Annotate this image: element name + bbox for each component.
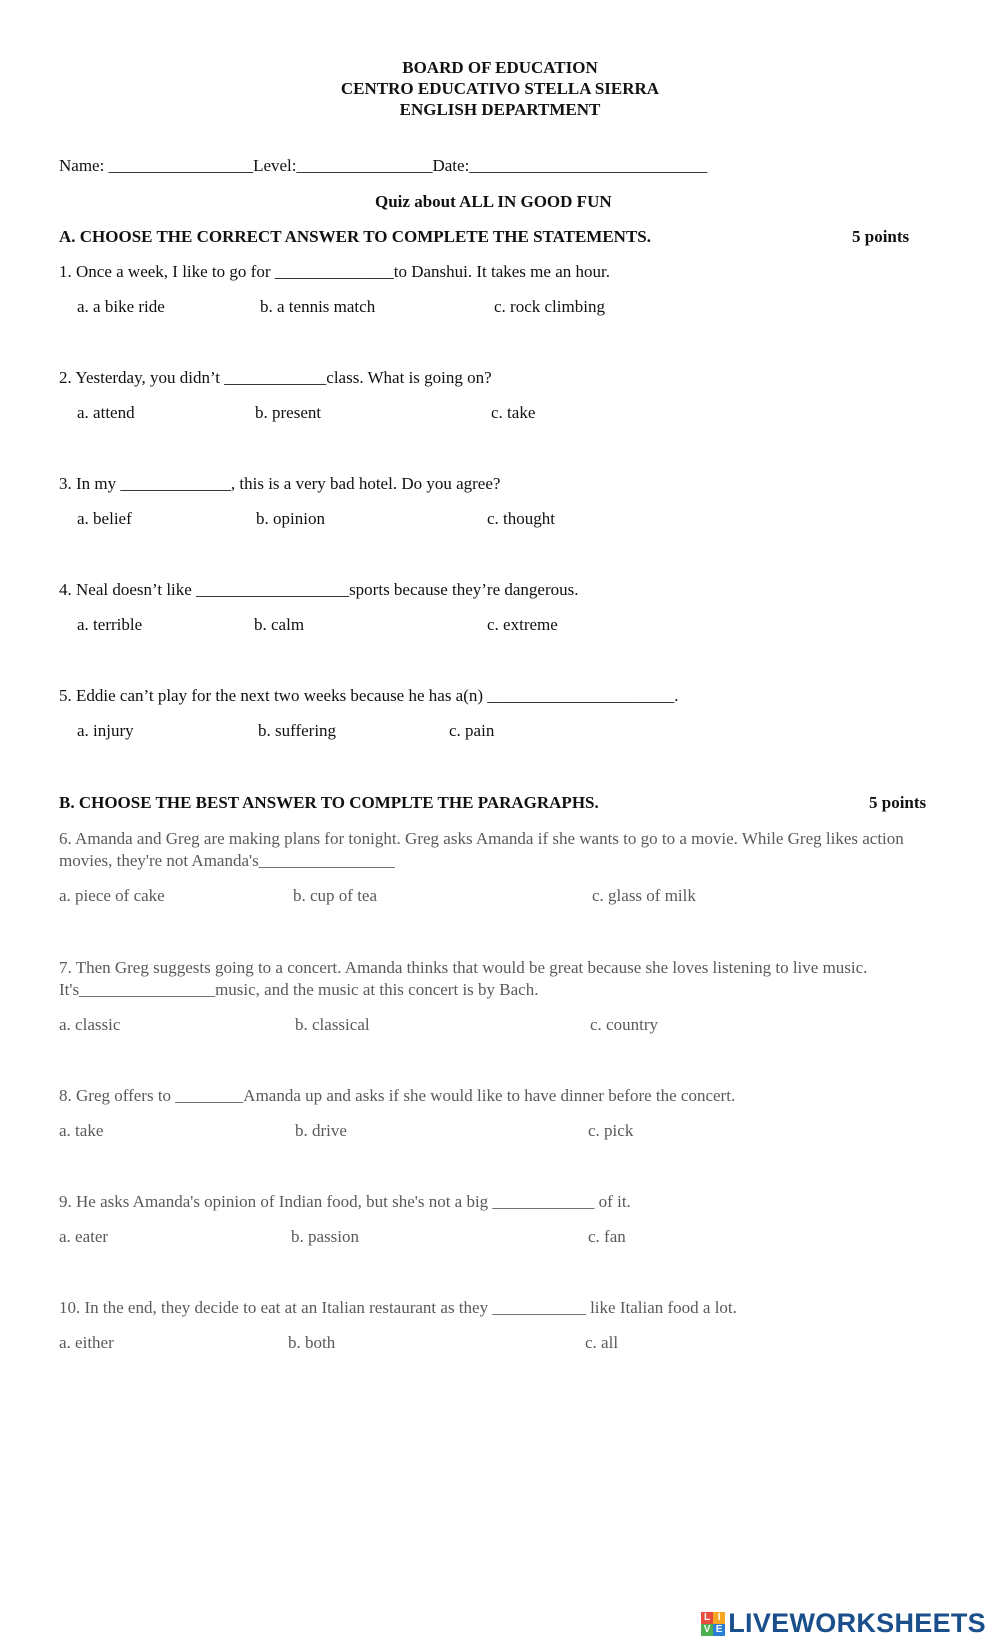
option-9c[interactable]: c. fan [588, 1227, 626, 1246]
option-3b[interactable]: b. opinion [256, 509, 325, 528]
header-school: CENTRO EDUCATIVO STELLA SIERRA [340, 79, 660, 98]
section-a-points: 5 points [852, 227, 910, 246]
option-5b[interactable]: b. suffering [258, 721, 337, 740]
question-6: 6. Amanda and Greg are making plans for tonight. Greg asks Amanda if she wants to go to a movie. While Greg likes action movies, they're not Amanda's________________ [59, 829, 904, 870]
question-8: 8. Greg offers to ________Amanda up and asks if she would like to have dinner before the concert. [59, 1086, 736, 1105]
quiz-title: Quiz about ALL IN GOOD FUN [375, 192, 612, 211]
option-7b[interactable]: b. classical [295, 1015, 370, 1034]
option-2b[interactable]: b. present [255, 403, 322, 422]
option-6c[interactable]: c. glass of milk [592, 886, 696, 905]
section-b-title: B. CHOOSE THE BEST ANSWER TO COMPLTE THE PARAGRAPHS. [59, 793, 599, 812]
student-info-line: Name: _________________Level:________________Date:____________________________ [59, 156, 708, 175]
question-2: 2. Yesterday, you didn’t ____________class. What is going on? [59, 368, 492, 387]
question-3: 3. In my _____________, this is a very bad hotel. Do you agree? [59, 474, 501, 493]
option-3a[interactable]: a. belief [77, 509, 132, 528]
option-8c[interactable]: c. pick [588, 1121, 634, 1140]
section-b-points: 5 points [869, 793, 927, 812]
header-board: BOARD OF EDUCATION [402, 58, 598, 77]
option-4a[interactable]: a. terrible [77, 615, 143, 634]
option-8a[interactable]: a. take [59, 1121, 104, 1140]
option-4c[interactable]: c. extreme [487, 615, 558, 634]
option-7a[interactable]: a. classic [59, 1015, 121, 1034]
liveworksheets-logo-icon [701, 1612, 725, 1636]
logo-mark-e: E [713, 1624, 725, 1636]
option-2c[interactable]: c. take [491, 403, 536, 422]
option-9b[interactable]: b. passion [291, 1227, 359, 1246]
option-1b[interactable]: b. a tennis match [260, 297, 376, 316]
question-10: 10. In the end, they decide to eat at an Italian restaurant as they ___________ like Italian food a lot. [59, 1298, 737, 1317]
question-7: 7. Then Greg suggests going to a concert. Amanda thinks that would be great because she loves listening to live music. It's________________music, and the music at this concert is by Bach. [59, 958, 868, 999]
section-a-title: A. CHOOSE THE CORRECT ANSWER TO COMPLETE THE STATEMENTS. [59, 227, 652, 246]
liveworksheets-logo [701, 1608, 986, 1639]
logo-mark-v: V [701, 1624, 713, 1636]
question-9: 9. He asks Amanda's opinion of Indian food, but she's not a big ____________ of it. [59, 1192, 631, 1211]
question-4: 4. Neal doesn’t like __________________sports because they’re dangerous. [59, 580, 579, 599]
option-1c[interactable]: c. rock climbing [494, 297, 605, 316]
option-3c[interactable]: c. thought [487, 509, 555, 528]
option-1a[interactable]: a. a bike ride [77, 297, 165, 316]
option-10b[interactable]: b. both [288, 1333, 336, 1352]
option-5a[interactable]: a. injury [77, 721, 134, 740]
question-5: 5. Eddie can’t play for the next two weeks because he has a(n) ______________________. [59, 686, 679, 705]
option-10a[interactable]: a. either [59, 1333, 114, 1352]
logo-mark-i: I [713, 1612, 725, 1624]
option-8b[interactable]: b. drive [295, 1121, 347, 1140]
option-6b[interactable]: b. cup of tea [293, 886, 378, 905]
option-10c[interactable]: c. all [585, 1333, 619, 1352]
option-2a[interactable]: a. attend [77, 403, 135, 422]
option-6a[interactable]: a. piece of cake [59, 886, 165, 905]
header-department: ENGLISH DEPARTMENT [399, 100, 601, 119]
option-4b[interactable]: b. calm [254, 615, 305, 634]
liveworksheets-logo-text: LIVEWORKSHEETS [728, 1608, 986, 1638]
option-9a[interactable]: a. eater [59, 1227, 109, 1246]
question-1: 1. Once a week, I like to go for ______________to Danshui. It takes me an hour. [59, 262, 610, 281]
option-7c[interactable]: c. country [590, 1015, 658, 1034]
logo-mark-l: L [701, 1612, 713, 1624]
option-5c[interactable]: c. pain [449, 721, 495, 740]
